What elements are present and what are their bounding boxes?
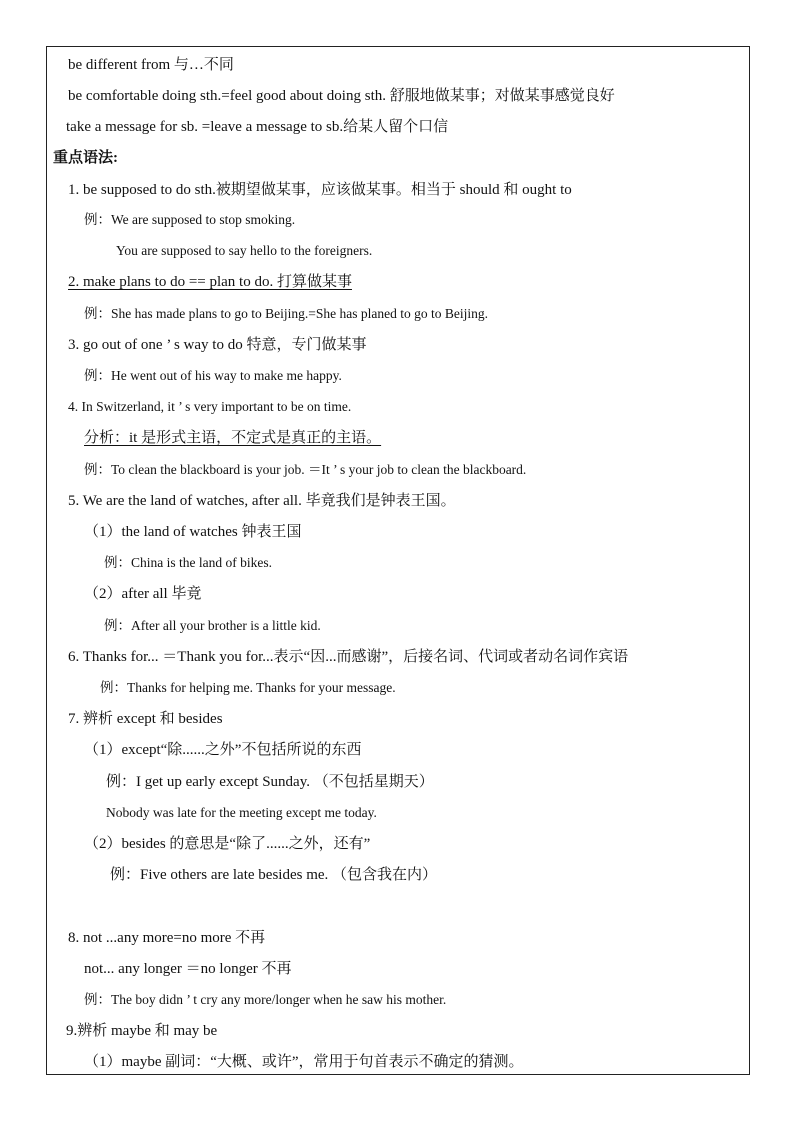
grammar-item-3: 3. go out of one ’ s way to do 特意，专门做某事 xyxy=(68,337,367,353)
example-line: 例：China is the land of bikes. xyxy=(104,555,272,570)
analysis-line: 分析：it 是形式主语，不定式是真正的主语。 xyxy=(84,430,382,446)
sub-item: （2）after all 毕竟 xyxy=(84,586,202,602)
grammar-item-2: 2. make plans to do == plan to do. 打算做某事 xyxy=(68,274,352,290)
example-line: You are supposed to say hello to the foreigners. xyxy=(116,243,373,258)
sub-item: （1）the land of watches 钟表王国 xyxy=(84,524,302,540)
example-line: 例：We are supposed to stop smoking. xyxy=(84,212,296,227)
phrase-line: not... any longer ＝no longer 不再 xyxy=(84,961,292,977)
grammar-item-4: 4. In Switzerland, it ’ s very important to be on time. xyxy=(68,399,352,414)
grammar-item-8: 8. not ...any more=no more 不再 xyxy=(68,930,266,946)
example-line: 例：He went out of his way to make me happy. xyxy=(84,368,342,383)
phrase-be-different-from: be different from 与…不同 xyxy=(68,57,234,73)
grammar-item-6: 6. Thanks for... ＝Thank you for...表示“因...而感谢”，后接名词、代词或者动名词作宾语 xyxy=(68,649,629,665)
grammar-item-9: 9.辨析 maybe 和 may be xyxy=(66,1023,218,1039)
grammar-item-1: 1. be supposed to do sth.被期望做某事，应该做某事。相当于 should 和 ought to xyxy=(68,182,572,198)
phrase-be-comfortable-doing: be comfortable doing sth.=feel good about doing sth. 舒服地做某事；对做某事感觉良好 xyxy=(68,88,615,104)
sub-item: （1）maybe 副词：“大概、或许”，常用于句首表示不确定的猜测。 xyxy=(84,1054,524,1070)
sub-item: （1）except“除......之外”不包括所说的东西 xyxy=(84,742,362,758)
phrase-take-a-message: take a message for sb. =leave a message to sb.给某人留个口信 xyxy=(66,119,449,135)
example-line: 例：I get up early except Sunday. （不包括星期天） xyxy=(106,774,434,790)
example-line: 例：Five others are late besides me. （包含我在内） xyxy=(110,867,438,883)
example-line: 例：To clean the blackboard is your job. ＝It ’ s your job to clean the blackboard. xyxy=(84,462,527,477)
example-line: 例：She has made plans to go to Beijing.=She has planed to go to Beijing. xyxy=(84,306,488,321)
grammar-item-5: 5. We are the land of watches, after all. 毕竟我们是钟表王国。 xyxy=(68,493,456,509)
example-line: Nobody was late for the meeting except me today. xyxy=(106,805,377,820)
example-line: 例：Thanks for helping me. Thanks for your message. xyxy=(100,680,396,695)
section-heading-grammar: 重点语法: xyxy=(53,150,118,166)
sub-item: （2）besides 的意思是“除了......之外，还有” xyxy=(84,836,371,852)
example-line: 例：The boy didn ’ t cry any more/longer when he saw his mother. xyxy=(84,992,447,1007)
example-line: 例：After all your brother is a little kid. xyxy=(104,618,321,633)
grammar-item-7: 7. 辨析 except 和 besides xyxy=(68,711,223,727)
